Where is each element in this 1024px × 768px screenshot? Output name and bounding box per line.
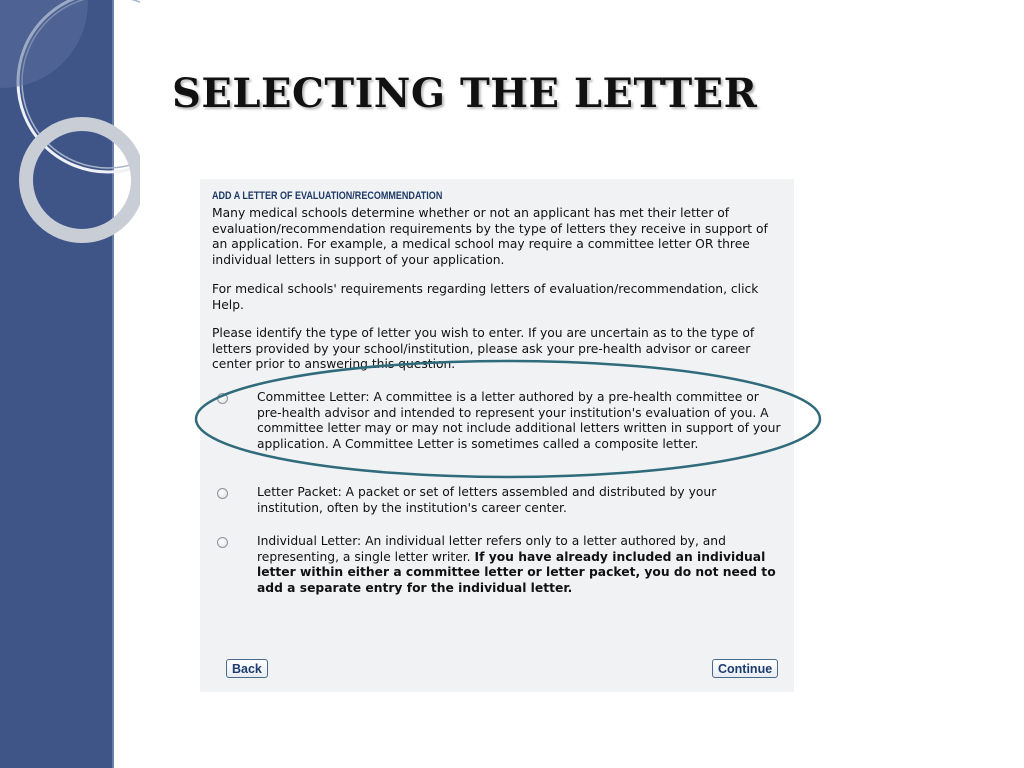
committee-letter-label: Committee Letter: A committee is a letter authored by a pre-health committee or pre-health advisor and intended to represent your institution's evaluation of you. A committee letter may or may not include additional letters written in support of your application. A Committee Letter is sometimes called a composite letter. [257,390,781,452]
form-heading: ADD A LETTER OF EVALUATION/RECOMMENDATION [212,190,443,202]
letter-packet-radio[interactable] [217,488,228,499]
intro-text: Many medical schools determine whether or not an applicant has met their letter of evaluation/recommendation requirements by the type of letters they receive in support of an application. For example, a medical school may require a committee letter OR three individual letters in support of your application. [212,206,768,268]
continue-button[interactable]: Continue [712,659,778,678]
letter-packet-label: Letter Packet: A packet or set of letters assembled and distributed by your institution, often by the institution's career center. [257,485,717,515]
back-button[interactable]: Back [226,659,268,678]
committee-letter-radio[interactable] [217,393,228,404]
help-note-text: For medical schools' requirements regarding letters of evaluation/recommendation, click Help. [212,282,759,312]
decorative-rings [0,0,140,260]
instruction-text: Please identify the type of letter you wish to enter. If you are uncertain as to the type of letters provided by your school/institution, please ask your pre-health advisor or career center prior to answering this question. [212,326,755,372]
letter-type-form [200,179,794,692]
individual-letter-note: If you have already included an individual letter within either a committee letter or letter packet, you do not need to add a separate entry for the individual letter. [257,549,776,596]
individual-letter-label: Individual Letter: An individual letter refers only to a letter authored by, and representing, a single letter writer. If you have already included an individual letter within either a committee letter or letter packet, you do not need to add a separate entry for the individual letter. [257,534,776,596]
slide-title: SELECTING THE LETTER [172,70,758,117]
individual-letter-radio[interactable] [217,537,228,548]
